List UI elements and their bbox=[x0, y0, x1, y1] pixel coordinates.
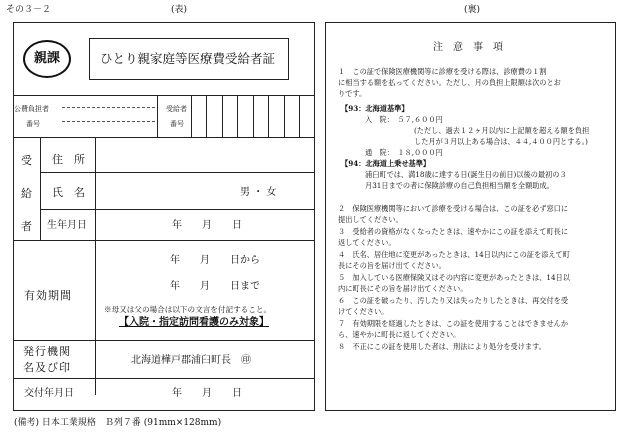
badge-text: 親課 bbox=[34, 51, 61, 66]
note-line: 浦臼町では、満18歳に達する日(誕生日の前日)以後の最初の３ bbox=[365, 170, 567, 179]
issuer-label-2: 名及び印 bbox=[23, 361, 71, 374]
issued-value: 年 月 日 bbox=[172, 388, 242, 399]
payer-number-line bbox=[62, 107, 155, 108]
side-label-2: 給 bbox=[21, 187, 32, 200]
note-line: 長にその旨を届け出てください。 bbox=[338, 261, 446, 270]
note-line: 提出してください。 bbox=[338, 215, 403, 224]
digit-cell bbox=[237, 95, 238, 137]
digit-cell bbox=[206, 95, 207, 137]
address-label: 住 所 bbox=[52, 153, 85, 166]
issued-label: 交付年月日 bbox=[24, 388, 74, 399]
validity-note: ※母又は父の場合は以下の文言を付記すること。 bbox=[104, 305, 272, 314]
payer-number-line bbox=[62, 121, 155, 122]
note-line: 入 院： ５７,６００円 bbox=[365, 115, 443, 124]
validity-note-emphasis: 【入院・指定訪問看護のみ対象】 bbox=[119, 317, 269, 328]
divider bbox=[13, 378, 315, 379]
side-label-1: 受 bbox=[21, 154, 32, 167]
side-label-3: 者 bbox=[21, 220, 32, 233]
note-line: ２ 保険医療機関等において診療を受ける場合は、この証を必ず窓口に bbox=[338, 204, 569, 213]
note-line: ３ 受給者の資格がなくなったときは、速やかにこの証を添えて町長に bbox=[338, 227, 569, 236]
digit-cell bbox=[253, 95, 254, 137]
note-line: 月31日までの者に保険診療の自己負担相当額を全額助成。 bbox=[365, 181, 554, 190]
note-line: 【94：北海道上乗せ基準】 bbox=[341, 159, 431, 168]
dob-value: 年 月 日 bbox=[172, 220, 242, 231]
payer-label-2: 番号 bbox=[26, 120, 40, 128]
note-line: １ この証で保険医療機関等に診療を受ける際は、診療費の１割 bbox=[338, 67, 547, 76]
divider bbox=[95, 137, 96, 240]
back-label: (裏) bbox=[464, 5, 481, 15]
divider bbox=[157, 95, 158, 137]
validity-from: 年 月 日から bbox=[170, 255, 260, 266]
divider bbox=[191, 95, 192, 137]
form-number: その３－２ bbox=[6, 5, 52, 15]
note-line: (ただし、過去１２ヶ月以内に上記額を超える額を負担 bbox=[414, 126, 590, 135]
validity-to: 年 月 日まで bbox=[170, 281, 260, 292]
issuer-label: 発行機関 bbox=[23, 345, 71, 358]
dob-label: 生年月日 bbox=[47, 220, 87, 231]
front-label: (表) bbox=[171, 5, 188, 15]
divider bbox=[95, 240, 96, 395]
card-title: ひとり親家庭等医療費受給者証 bbox=[100, 51, 276, 66]
footnote: (備考) 日本工業規格 Ｂ列７番 (91mm×128mm) bbox=[14, 418, 222, 428]
payer-label: 公費負担者 bbox=[14, 105, 49, 113]
digit-cell bbox=[299, 95, 300, 137]
note-line: 内に町長にその旨を届け出てください。 bbox=[338, 284, 468, 293]
note-line: 【93：北海道基準】 bbox=[341, 104, 409, 113]
digit-cell bbox=[284, 95, 285, 137]
issuer-value: 北海道樺戸郡浦臼町長 ㊞ bbox=[131, 355, 251, 366]
divider bbox=[13, 95, 315, 96]
note-line: ６ この証を破ったり、汚したり又は失ったりしたときは、再交付を受 bbox=[338, 296, 569, 305]
digit-cell bbox=[222, 95, 223, 137]
validity-label: 有効期間 bbox=[24, 289, 72, 302]
divider bbox=[13, 137, 315, 138]
note-line: りです。 bbox=[338, 89, 367, 98]
note-line: ４ 氏名、居住地に変更があったときは、14日以内にこの証を添えて町 bbox=[338, 250, 570, 259]
digit-cell bbox=[268, 95, 269, 137]
note-line: ８ 不正にこの証を使用した者は、刑法により処分を受けます。 bbox=[338, 342, 546, 351]
recipient-label-2: 番号 bbox=[170, 120, 184, 128]
divider bbox=[13, 240, 315, 241]
recipient-label: 受給者 bbox=[166, 105, 187, 113]
note-line: ら、速やかに町長に返してください。 bbox=[338, 330, 461, 339]
note-line: に相当する額を払ってください。ただし、月の負担上限額は次のとお bbox=[338, 78, 561, 87]
divider bbox=[40, 209, 315, 210]
note-line: した月が３月以上ある場合は、４４,４００円とする。) bbox=[414, 137, 588, 146]
divider bbox=[40, 137, 41, 240]
note-line: けてください。 bbox=[338, 307, 389, 316]
note-line: 通 院： １８,０００円 bbox=[365, 148, 443, 157]
note-line: ５ 加入している医療保険又はその内容に変更があったときは、14日以 bbox=[338, 273, 570, 282]
note-line: 返してください。 bbox=[338, 238, 396, 247]
divider bbox=[13, 340, 315, 341]
divider bbox=[40, 172, 315, 173]
gender-options: 男 ・ 女 bbox=[240, 187, 277, 198]
back-title: 注 意 事 項 bbox=[433, 42, 503, 53]
note-line: ７ 有効期限を経過したときは、この証を使用することはできませんか bbox=[338, 319, 569, 328]
name-label: 氏 名 bbox=[52, 186, 85, 199]
